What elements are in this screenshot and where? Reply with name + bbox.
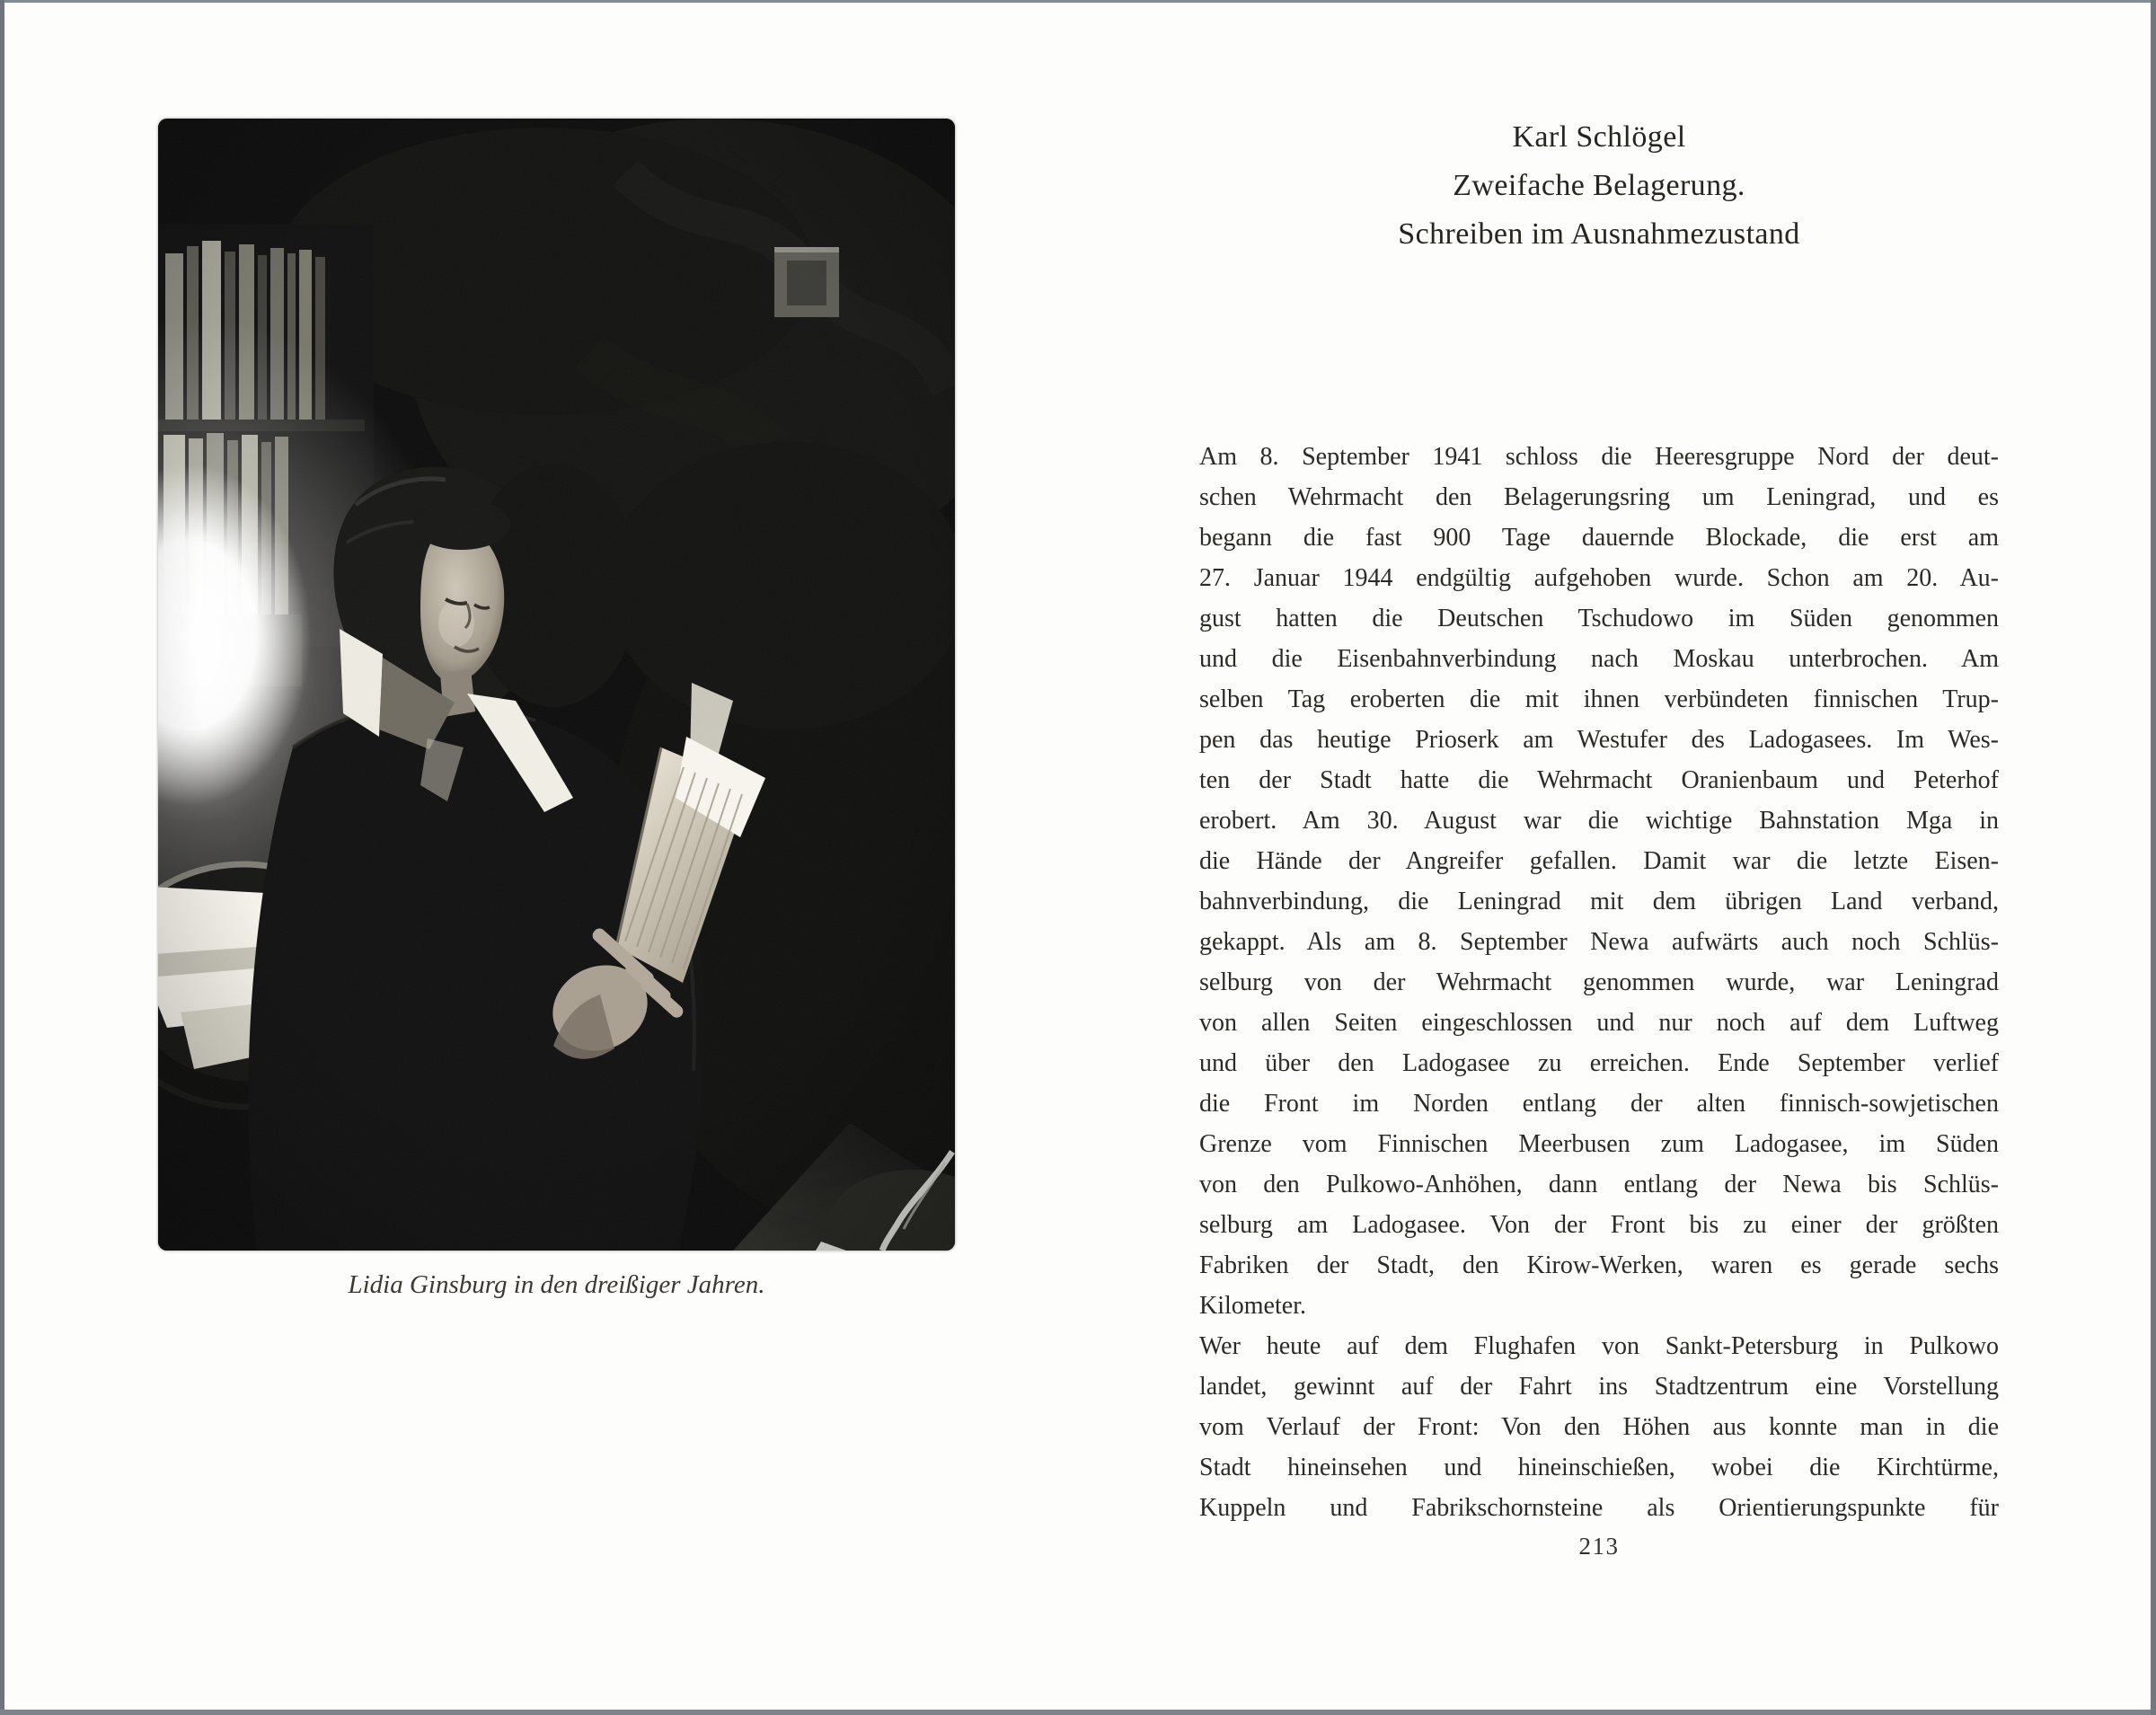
- text-line: vom Verlauf der Front: Von den Höhen aus konnte man in die: [1199, 1413, 1999, 1441]
- text-line: Kilometer.: [1199, 1292, 1306, 1320]
- text-line: die Hände der Angreifer gefallen. Damit war die letzte Eisen-: [1199, 847, 1999, 875]
- heading-title: Zweifache Belagerung.: [1453, 169, 1745, 202]
- text-line: 27. Januar 1944 endgültig aufgehoben wurde. Schon am 20. Au-: [1199, 564, 1999, 592]
- page-number: 213: [1578, 1533, 1620, 1560]
- heading-author: Karl Schlögel: [1512, 120, 1686, 154]
- text-line: Am 8. September 1941 schloss die Heeresgruppe Nord der deut-: [1199, 443, 1999, 471]
- text-line: ten der Stadt hatte die Wehrmacht Oranienbaum und Peterhof: [1199, 766, 1999, 794]
- text-line: pen das heutige Prioserk am Westufer des Ladogasees. Im Wes-: [1199, 726, 1999, 754]
- scan-border-right: [2151, 0, 2156, 1715]
- photo-illustration: [158, 119, 955, 1251]
- text-line: die Front im Norden entlang der alten finnisch-sowjetischen: [1199, 1090, 1999, 1118]
- text-line: und die Eisenbahnverbindung nach Moskau unterbrochen. Am: [1199, 645, 1999, 673]
- body-text: [1199, 437, 1999, 1528]
- text-line: Wer heute auf dem Flughafen von Sankt-Petersburg in Pulkowo: [1199, 1332, 1999, 1360]
- text-line: und über den Ladogasee zu erreichen. Ende September verlief: [1199, 1049, 1999, 1077]
- scan-border-top: [0, 0, 2156, 3]
- text-line: selben Tag eroberten die mit ihnen verbündeten finnischen Trup-: [1199, 685, 1999, 713]
- photo-caption: Lidia Ginsburg in den dreißiger Jahren.: [348, 1270, 765, 1299]
- text-line: Kuppeln und Fabrikschornsteine als Orientierungspunkte für: [1199, 1494, 1999, 1522]
- text-line: gust hatten die Deutschen Tschudowo im Süden genommen: [1199, 605, 1999, 632]
- scan-border-bottom: [0, 1710, 2156, 1715]
- text-line: landet, gewinnt auf der Fahrt ins Stadtzentrum eine Vorstellung: [1199, 1373, 1999, 1401]
- text-line: gekappt. Als am 8. September Newa aufwärts auch noch Schlüs-: [1199, 928, 1999, 956]
- scan-border-left: [0, 0, 4, 1715]
- text-line: Fabriken der Stadt, den Kirow-Werken, waren es gerade sechs: [1199, 1251, 1999, 1279]
- photo-lidia-ginsburg: [158, 119, 955, 1251]
- text-line: begann die fast 900 Tage dauernde Blockade, die erst am: [1199, 524, 1999, 552]
- chapter-heading: [1199, 113, 1999, 259]
- heading-subtitle: Schreiben im Ausnahmezustand: [1398, 217, 1800, 251]
- text-line: von allen Seiten eingeschlossen und nur noch auf dem Luftweg: [1199, 1009, 1999, 1037]
- text-line: Stadt hineinsehen und hineinschießen, wobei die Kirchtürme,: [1199, 1454, 1999, 1481]
- text-line: Grenze vom Finnischen Meerbusen zum Ladogasee, im Süden: [1199, 1130, 1999, 1158]
- text-line: selburg am Ladogasee. Von der Front bis zu einer der größten: [1199, 1211, 1999, 1239]
- text-line: bahnverbindung, die Leningrad mit dem übrigen Land verband,: [1199, 888, 1999, 915]
- text-line: schen Wehrmacht den Belagerungsring um Leningrad, und es: [1199, 483, 1999, 511]
- text-line: von den Pulkowo-Anhöhen, dann entlang der Newa bis Schlüs-: [1199, 1171, 1999, 1198]
- text-line: selburg von der Wehrmacht genommen wurde, war Leningrad: [1199, 968, 1999, 996]
- text-line: erobert. Am 30. August war die wichtige Bahnstation Mga in: [1199, 807, 1999, 835]
